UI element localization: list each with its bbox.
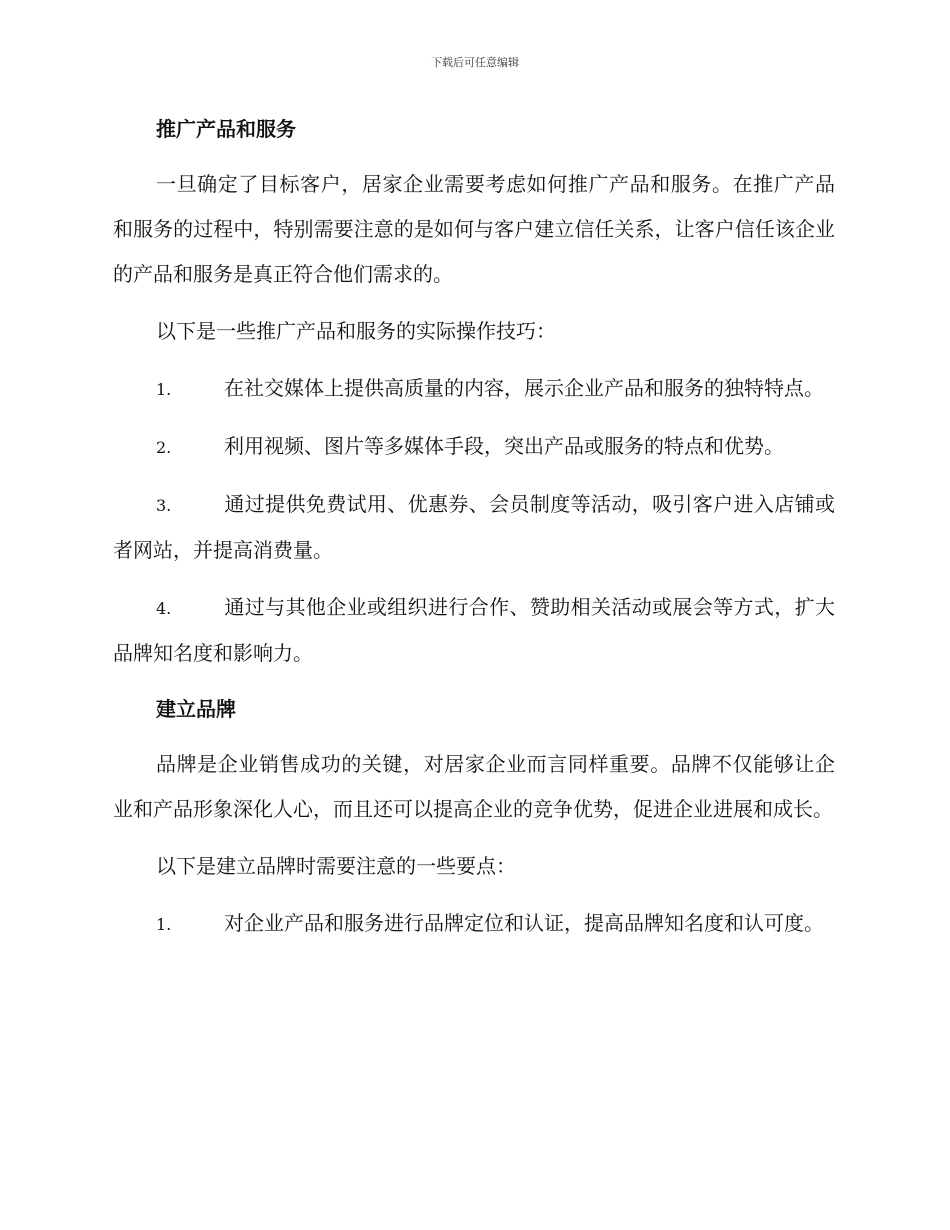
list-number: 4.	[156, 599, 172, 618]
paragraph-promotion-intro: 一旦确定了目标客户，居家企业需要考虑如何推广产品和服务。在推广产品和服务的过程中，特别需要注意的是如何与客户建立信任关系，让客户信任该企业的产品和服务是真正符合他们需求的。	[113, 172, 835, 286]
list-item-text: 对企业产品和服务进行品牌定位和认证，提高品牌知名度和认可度。	[224, 911, 824, 935]
list-number: 1.	[156, 915, 172, 934]
section-heading-promotion: 推广产品和服务	[156, 117, 296, 141]
document-body	[113, 108, 835, 947]
list-item-text: 利用视频、图片等多媒体手段，突出产品或服务的特点和优势。	[224, 434, 784, 458]
list-item-text: 通过与其他企业或组织进行合作、赞助相关活动或展会等方式，扩大品牌知名度和影响力。	[113, 595, 835, 665]
list-item	[113, 585, 835, 676]
list-item	[113, 482, 835, 573]
list-item-text: 在社交媒体上提供高质量的内容，展示企业产品和服务的独特特点。	[224, 376, 824, 400]
paragraph-brand-tips-intro: 以下是建立品牌时需要注意的一些要点：	[156, 854, 516, 878]
list-item-text: 通过提供免费试用、优惠券、会员制度等活动，吸引客户进入店铺或者网站，并提高消费量。	[113, 492, 835, 562]
list-number: 3.	[156, 496, 172, 515]
list-number: 1.	[156, 380, 172, 399]
list-item	[113, 901, 835, 947]
list-number: 2.	[156, 438, 172, 457]
list-item	[113, 424, 835, 470]
paragraph-promotion-tips-intro: 以下是一些推广产品和服务的实际操作技巧：	[156, 319, 556, 343]
paragraph-brand-intro: 品牌是企业销售成功的关键，对居家企业而言同样重要。品牌不仅能够让企业和产品形象深化人心，而且还可以提高企业的竞争优势，促进企业进展和成长。	[113, 752, 835, 821]
section-heading-brand: 建立品牌	[156, 697, 236, 721]
page-header: 下载后可任意编辑	[431, 56, 519, 69]
list-item	[113, 366, 835, 412]
